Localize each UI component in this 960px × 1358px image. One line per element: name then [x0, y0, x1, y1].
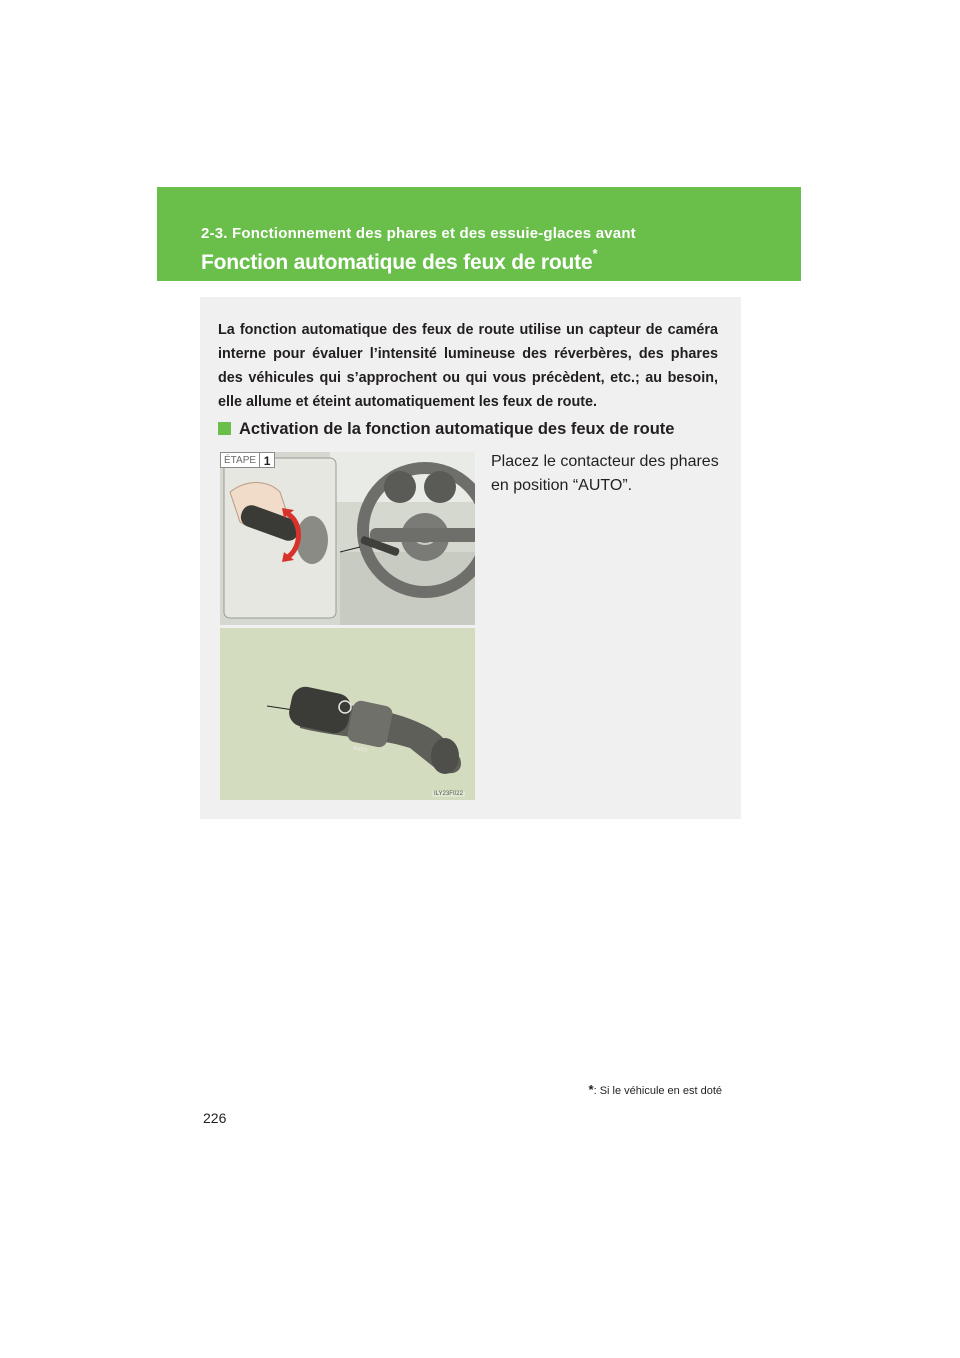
dashboard-illustration — [220, 452, 475, 625]
footnote-text: : Si le véhicule en est doté — [593, 1085, 722, 1097]
intro-paragraph: La fonction automatique des feux de route utilise un capteur de caméra interne pour évaluer l’intensité lumineuse des réverbères, des phares des véhicules qui s’approchent ou qui vous précèdent, etc.; au besoin, elle allume et éteint automatiquement les feux de route. — [218, 322, 718, 410]
subheading — [218, 420, 674, 439]
image-code: ILY23F022 — [434, 791, 463, 797]
page-title — [201, 246, 598, 275]
dashboard-drawing — [220, 452, 475, 625]
switch-drawing — [220, 628, 475, 800]
page-title-text: Fonction automatique des feux de route — [201, 251, 593, 274]
auto-position-label: AUTO — [352, 745, 368, 754]
headlight-switch-illustration — [220, 628, 475, 800]
chapter-header — [157, 187, 801, 281]
asterisk-mark: * — [588, 1082, 594, 1097]
step-label: ÉTAPE — [220, 452, 260, 468]
section-title: 2-3. Fonctionnement des phares et des essuie-glaces avant — [201, 225, 636, 242]
page-number: 226 — [203, 1110, 227, 1126]
square-bullet-icon — [218, 422, 231, 435]
step-instruction: Placez le contacteur des phares en position “AUTO”. — [491, 453, 719, 494]
subheading-text: Activation de la fonction automatique des feux de route — [239, 420, 675, 438]
optional-feature-mark: * — [592, 246, 598, 261]
step-badge — [220, 452, 275, 468]
step-number: 1 — [260, 452, 275, 468]
footnote — [589, 1082, 722, 1097]
